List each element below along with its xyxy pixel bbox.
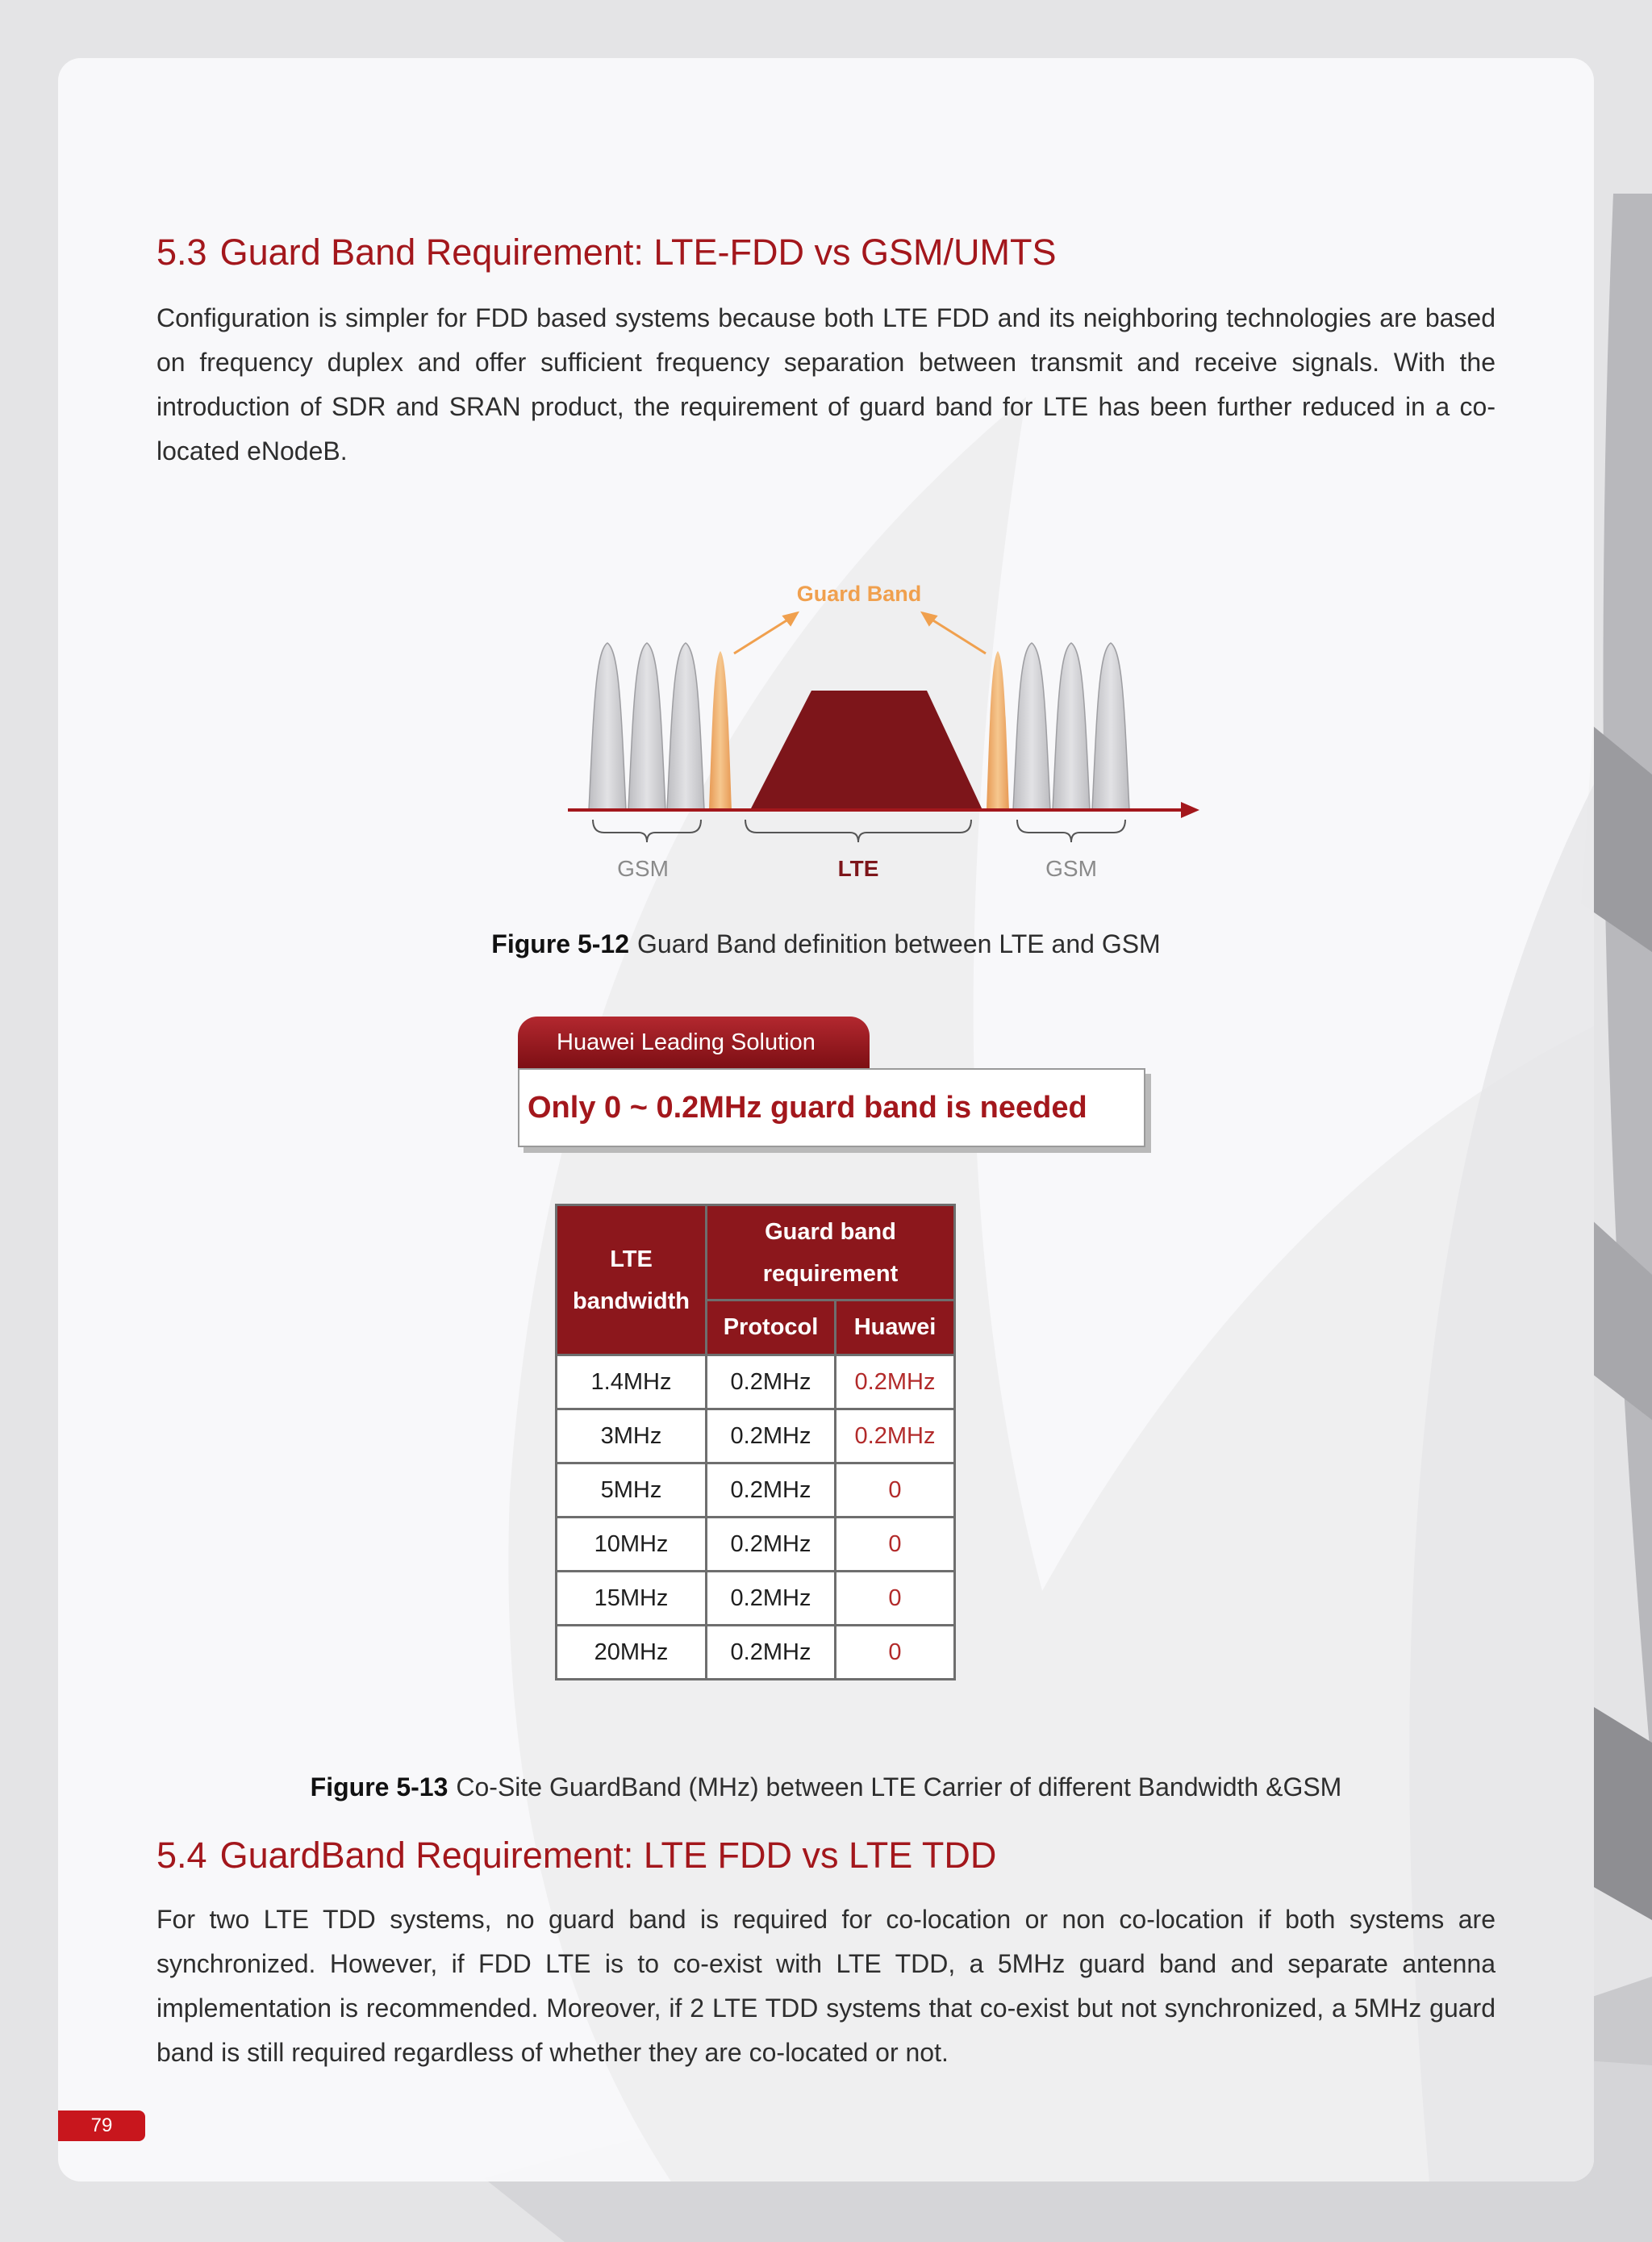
left-guard-band (709, 651, 732, 810)
right-gsm-carriers (1013, 643, 1129, 810)
guard-band-diagram (510, 518, 1236, 897)
cell-huawei: 0 (836, 1572, 955, 1626)
guard-band-table (555, 1204, 956, 1680)
section-title: GuardBand Requirement: LTE FDD vs LTE TDD (219, 1835, 997, 1876)
guard-band-arrows (734, 613, 986, 653)
cell-protocol: 0.2MHz (707, 1463, 836, 1518)
guard-band-label: Guard Band (796, 582, 922, 606)
caption-text: Guard Band definition between LTE and GSM (637, 929, 1161, 958)
cell-bandwidth: 3MHz (557, 1409, 707, 1463)
caption-label: Figure 5-13 (310, 1772, 448, 1802)
frequency-axis-arrow (1181, 802, 1199, 818)
table-row (557, 1463, 955, 1518)
table-row (557, 1409, 955, 1463)
section-5-3-heading (156, 232, 1057, 273)
header-huawei: Huawei (836, 1301, 955, 1355)
table-row (557, 1355, 955, 1409)
cell-huawei: 0 (836, 1463, 955, 1518)
section-number: 5.4 (156, 1835, 207, 1876)
cell-protocol: 0.2MHz (707, 1572, 836, 1626)
cell-bandwidth: 20MHz (557, 1626, 707, 1680)
section-5-4-paragraph: For two LTE TDD systems, no guard band is required for co-location or non co-location if both systems are synchronized. However, if FDD LTE is to co-exist with LTE TDD, a 5MHz guard band and separate antenna implementation is recommended. Moreover, if 2 LTE TDD systems that co-exist but not synchronized, a 5MHz guard band is still required regardless of whether they are co-located or not. (156, 1905, 1496, 2067)
cell-protocol: 0.2MHz (707, 1409, 836, 1463)
section-number: 5.3 (156, 232, 207, 273)
header-lte-bandwidth: LTE bandwidth (557, 1205, 707, 1355)
cell-bandwidth: 5MHz (557, 1463, 707, 1518)
caption-text: Co-Site GuardBand (MHz) between LTE Carrier of different Bandwidth &GSM (456, 1772, 1342, 1802)
caption-label: Figure 5-12 (491, 929, 630, 958)
page-number: 79 (58, 2110, 145, 2141)
section-title: Guard Band Requirement: LTE-FDD vs GSM/UMTS (219, 232, 1057, 273)
table-row (557, 1626, 955, 1680)
cell-bandwidth: 1.4MHz (557, 1355, 707, 1409)
document-page (58, 58, 1594, 2181)
cell-protocol: 0.2MHz (707, 1355, 836, 1409)
left-gsm-carriers (589, 643, 704, 810)
lte-carrier-block (750, 691, 982, 810)
band-braces (593, 820, 1125, 842)
banner-tab: Huawei Leading Solution (518, 1017, 870, 1068)
cell-bandwidth: 15MHz (557, 1572, 707, 1626)
section-5-4-heading (156, 1835, 996, 1877)
cell-protocol: 0.2MHz (707, 1518, 836, 1572)
figure-5-13-caption (58, 1772, 1594, 1802)
figure-5-12-caption (58, 929, 1594, 959)
cell-huawei: 0.2MHz (836, 1409, 955, 1463)
header-protocol: Protocol (707, 1301, 836, 1355)
cell-huawei: 0 (836, 1518, 955, 1572)
cell-bandwidth: 10MHz (557, 1518, 707, 1572)
cell-huawei: 0.2MHz (836, 1355, 955, 1409)
cell-protocol: 0.2MHz (707, 1626, 836, 1680)
banner-message: Only 0 ~ 0.2MHz guard band is needed (518, 1068, 1145, 1147)
section-5-3-paragraph: Configuration is simpler for FDD based systems because both LTE FDD and its neighboring technologies are based on frequency duplex and offer sufficient frequency separation between transmit and receive signals. With the introduction of SDR and SRAN product, the requirement of guard band for LTE has been further reduced in a co-located eNodeB. (156, 303, 1496, 466)
header-guard-band-requirement: Guard band requirement (707, 1205, 955, 1301)
table-row (557, 1572, 955, 1626)
solution-banner (518, 1017, 1155, 1210)
lte-label: LTE (837, 856, 879, 881)
table-row (557, 1518, 955, 1572)
cell-huawei: 0 (836, 1626, 955, 1680)
left-gsm-label: GSM (617, 856, 669, 881)
right-gsm-label: GSM (1045, 856, 1097, 881)
right-guard-band (987, 651, 1009, 810)
